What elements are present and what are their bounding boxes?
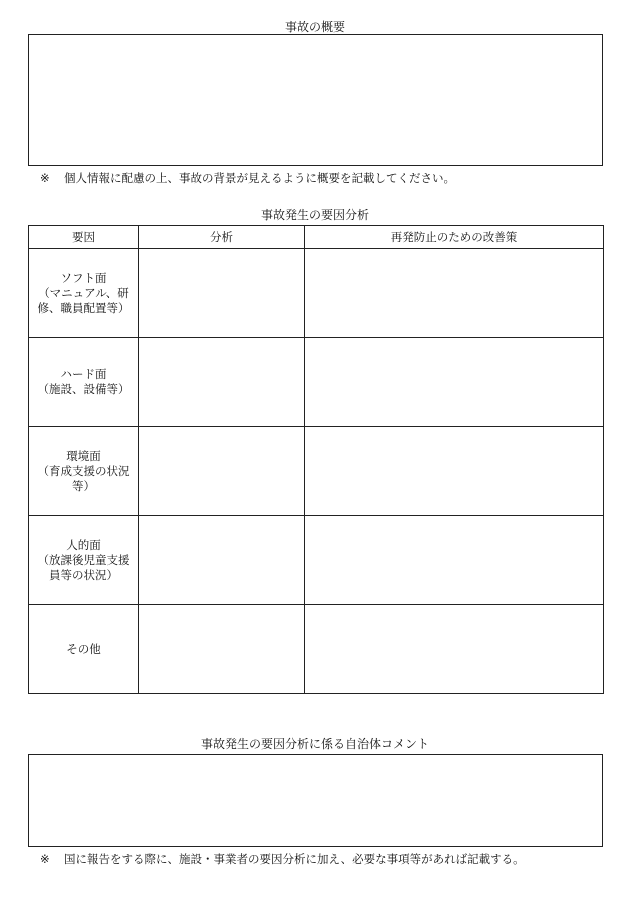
- improvement-cell-environment[interactable]: [305, 427, 604, 516]
- table-header-row: [29, 226, 604, 249]
- factor-label-software: [29, 249, 139, 338]
- factor-label-hardware: [29, 338, 139, 427]
- note-mark: ※: [40, 171, 50, 185]
- factor-analysis-table: [28, 225, 604, 694]
- factor-line: その他: [66, 641, 101, 656]
- table-row-human: [29, 516, 604, 605]
- header-improvement: 再発防止のための改善策: [305, 226, 604, 249]
- factor-line: （放課後児童支援: [37, 552, 130, 567]
- municipality-note: [40, 851, 525, 867]
- improvement-cell-human[interactable]: [305, 516, 604, 605]
- overview-note: [40, 170, 455, 186]
- header-analysis: 分析: [139, 226, 305, 249]
- analysis-cell-other[interactable]: [139, 605, 305, 694]
- municipality-comment-title: 事故発生の要因分析に係る自治体コメント: [200, 737, 429, 751]
- factor-label-other: [29, 605, 139, 694]
- factor-line: 等）: [72, 478, 95, 493]
- factor-line: （マニュアル、研: [38, 285, 129, 300]
- analysis-cell-software[interactable]: [139, 249, 305, 338]
- factor-line: （施設、設備等）: [37, 382, 130, 396]
- analysis-cell-human[interactable]: [139, 516, 305, 605]
- table-row-other: [29, 605, 604, 694]
- factor-label-environment: [29, 427, 139, 516]
- factor-line: ソフト面: [60, 270, 107, 285]
- overview-title: 事故の概要: [284, 20, 345, 34]
- analysis-title: 事故発生の要因分析: [260, 208, 369, 222]
- factor-line: 環境面: [66, 448, 101, 463]
- table-row-hardware: [29, 338, 604, 427]
- municipality-comment-box[interactable]: [28, 754, 603, 847]
- improvement-cell-software[interactable]: [305, 249, 604, 338]
- header-factor: 要因: [29, 226, 139, 249]
- table-row-software: [29, 249, 604, 338]
- note-mark: ※: [40, 852, 50, 866]
- factor-line: （育成支援の状況: [37, 463, 130, 478]
- improvement-cell-other[interactable]: [305, 605, 604, 694]
- table-row-environment: [29, 427, 604, 516]
- overview-note-text: 個人情報に配慮の上、事故の背景が見えるように概要を記載してください。: [64, 171, 455, 185]
- overview-input-box[interactable]: [28, 34, 603, 166]
- analysis-cell-environment[interactable]: [139, 427, 305, 516]
- municipality-note-text: 国に報告をする際に、施設・事業者の要因分析に加え、必要な事項等があれば記載する。: [64, 852, 525, 866]
- factor-line: 員等の状況）: [49, 567, 118, 582]
- factor-line: 人的面: [66, 537, 101, 552]
- analysis-cell-hardware[interactable]: [139, 338, 305, 427]
- improvement-cell-hardware[interactable]: [305, 338, 604, 427]
- factor-label-human: [29, 516, 139, 605]
- factor-line: 修、職員配置等）: [37, 300, 130, 315]
- factor-line: ハード面: [60, 367, 107, 381]
